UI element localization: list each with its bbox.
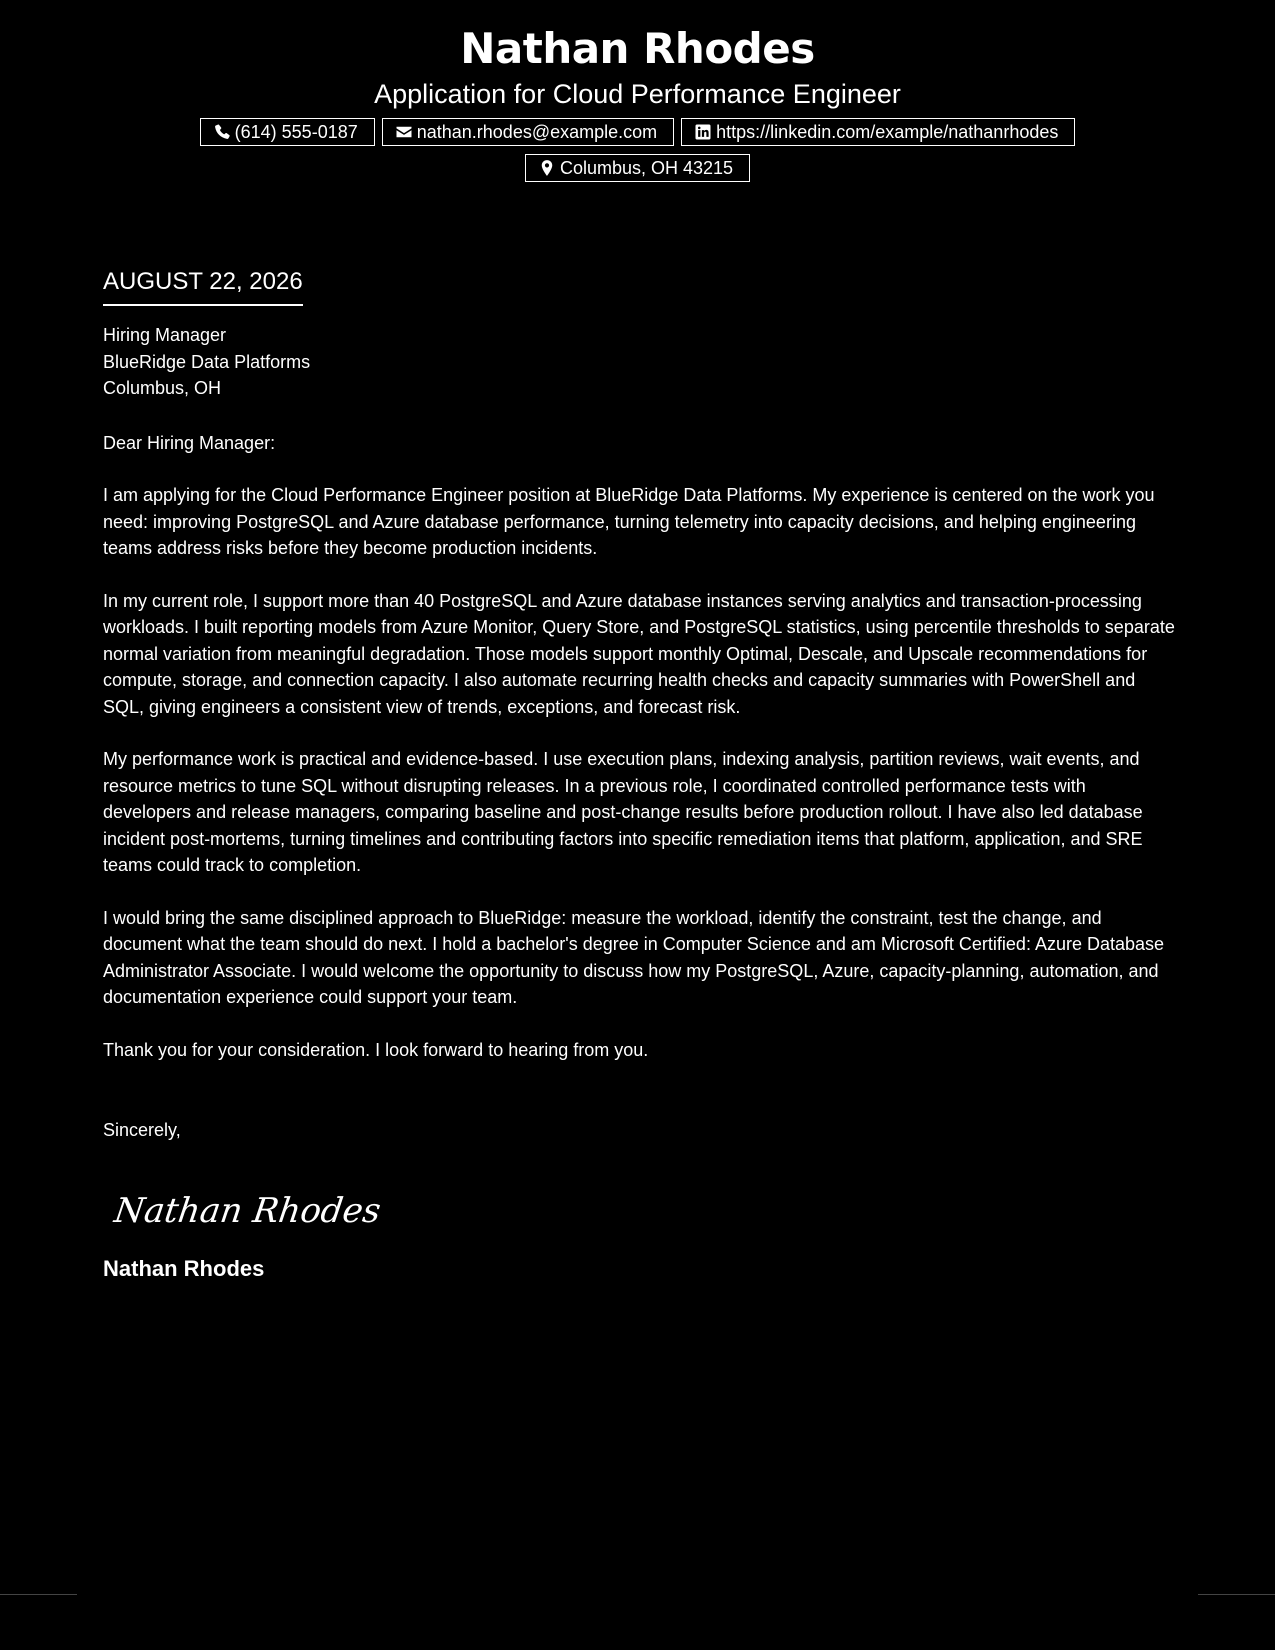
letter-header (0, 20, 1275, 182)
signed-name: Nathan Rhodes (103, 1255, 265, 1281)
contact-location[interactable] (525, 154, 750, 182)
linkedin-text: https://linkedin.com/example/nathanrhodes (716, 121, 1059, 142)
paragraph: My performance work is practical and evidence-based. I use execution plans, indexing analysis, partition reviews, wait events, and resource metrics to tune SQL without disrupting releases. In a previous role, I coordinated controlled performance tests with developers and release managers, comparing baseline and post-change results before production rollout. I have also led database incident post-mortems, turning timelines and contributing factors into specific remediation items that platform, application, and SRE teams could track to completion. (103, 749, 1143, 875)
footer-divider-right (1198, 1594, 1275, 1595)
letter-body (103, 262, 1178, 1284)
linkedin-icon (694, 123, 712, 141)
phone-icon (213, 123, 231, 141)
recipient-title: Hiring Manager (103, 325, 227, 345)
envelope-icon (395, 123, 413, 141)
paragraph: I am applying for the Cloud Performance Engineer position at BlueRidge Data Platforms. My experience is centered on the work you need: improving PostgreSQL and Azure database performance, turning telemetry into capacity decisions, and helping engineering teams address risks before they become production incidents. (103, 485, 1155, 558)
paragraph: I would bring the same disciplined approach to BlueRidge: measure the workload, identify the constraint, test the change, and document what the team should do next. I hold a bachelor's degree in Computer Science and am Microsoft Certified: Azure Database Administrator Associate. I would welcome the opportunity to discuss how my PostgreSQL, Azure, capacity-planning, automation, and documentation experience could support your team. (103, 907, 1165, 1007)
salutation: Dear Hiring Manager: (103, 432, 276, 453)
contact-linkedin[interactable] (681, 118, 1075, 146)
paragraph: Thank you for your consideration. I look forward to hearing from you. (103, 1039, 649, 1060)
closing: Sincerely, (103, 1120, 181, 1140)
letter-date: AUGUST 22, 2026 (103, 262, 303, 306)
contact-phone[interactable] (200, 118, 375, 146)
applicant-name: Nathan Rhodes (460, 24, 815, 73)
map-pin-icon (538, 159, 556, 177)
recipient-city: Columbus, OH (103, 378, 222, 398)
paragraph: In my current role, I support more than 40 PostgreSQL and Azure database instances serving analytics and transaction-processing workloads. I built reporting models from Azure Monitor, Query Store, and PostgreSQL statistics, using percentile thresholds to separate normal variation from meaningful degradation. Those models support monthly Optimal, Descale, and Upscale recommendations for compute, storage, and connection capacity. I also automate recurring health checks and capacity summaries with PowerShell and SQL, giving engineers a consistent view of trends, exceptions, and forecast risk. (103, 590, 1175, 717)
location-text: Columbus, OH 43215 (559, 157, 734, 178)
contact-email[interactable] (382, 118, 674, 146)
recipient-block (103, 322, 1178, 402)
recipient-company: BlueRidge Data Platforms (103, 351, 311, 372)
signature-image (111, 1180, 1178, 1240)
svg-text:Nathan Rhodes: Nathan Rhodes (111, 1190, 384, 1231)
footer-divider-left (0, 1594, 77, 1595)
email-text: nathan.rhodes@example.com (416, 121, 658, 142)
phone-text: (614) 555-0187 (234, 121, 358, 142)
contact-bar (138, 118, 1138, 182)
application-title: Application for Cloud Performance Engineer (374, 79, 901, 109)
